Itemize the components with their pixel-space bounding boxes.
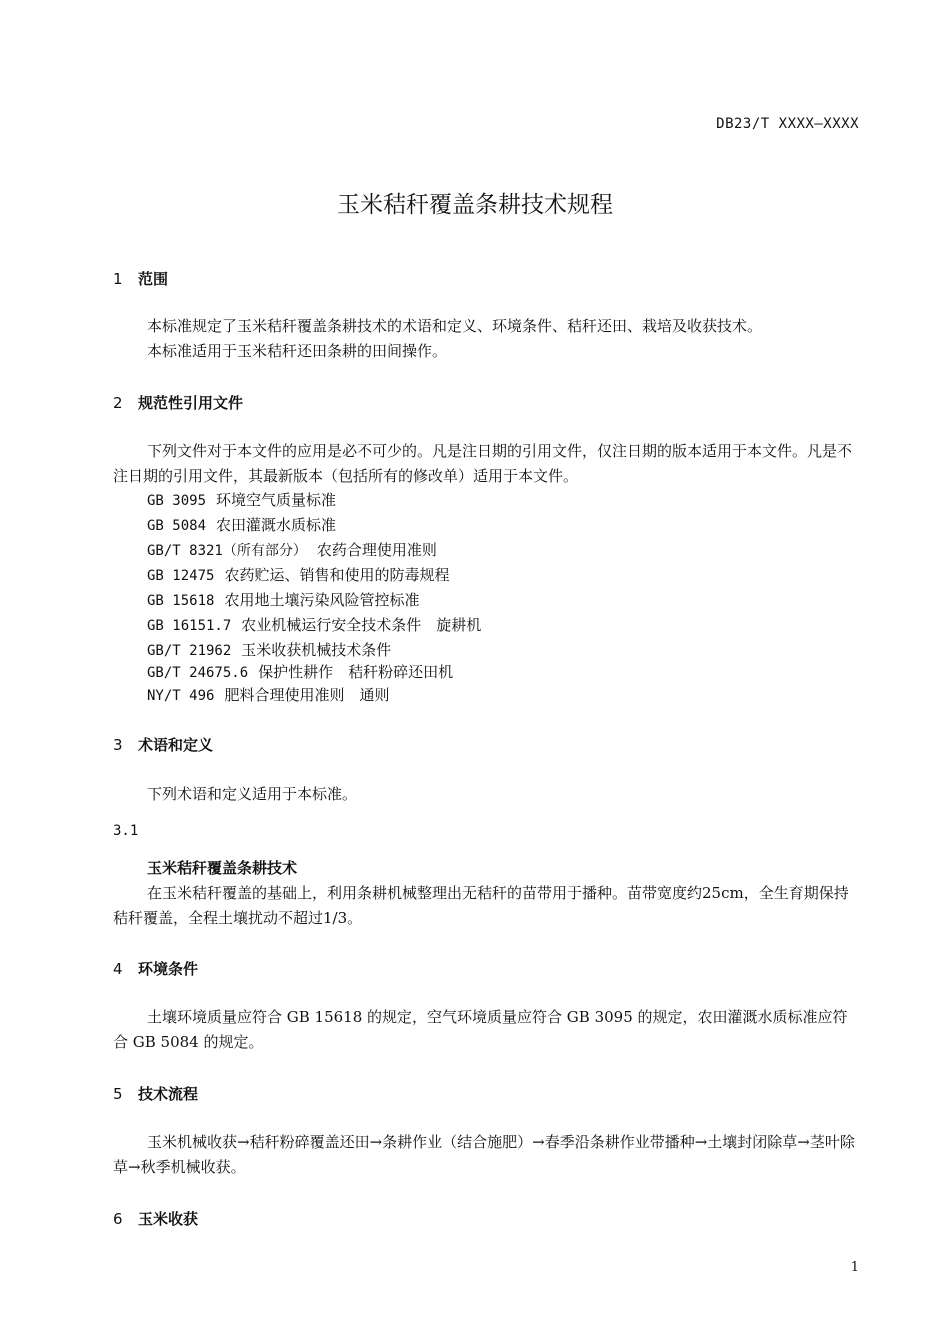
reference-code: GB 3095 — [147, 493, 207, 509]
reference-code: GB 15618 — [147, 593, 215, 609]
intro-text: 下列文件对于本文件的应用是必不可少的。凡是注日期的引用文件，仅注日期的版本适用于本文件。凡是不注日期的引用文件，其最新版本（包括所有的修改单）适用于本文件。 — [113, 442, 853, 485]
section-title: 技术流程 — [138, 1085, 199, 1103]
reference-name: 农药贮运、销售和使用的防毒规程 — [224, 566, 450, 584]
reference-code: GB 5084 — [147, 518, 207, 534]
environment-paragraph — [113, 1005, 860, 1055]
term-heading: 玉米秸秆覆盖条耕技术 — [147, 859, 298, 877]
normative-references-intro — [113, 439, 860, 489]
page-number: 1 — [850, 1260, 859, 1275]
section-number: 4 — [113, 960, 123, 978]
reference-code: GB 16151.7 — [147, 618, 232, 634]
reference-code: GB/T 21962 — [147, 643, 232, 659]
process-text: 玉米机械收获→秸秆粉碎覆盖还田→条耕作业（结合施肥）→春季沿条耕作业带播种→土壤封闭除草→茎叶除草→秋季机械收获。 — [113, 1133, 855, 1176]
reference-code: GB/T 8321（所有部分） — [147, 543, 307, 559]
document-title: 玉米秸秆覆盖条耕技术规程 — [337, 192, 613, 218]
reference-item — [147, 538, 437, 564]
section-title: 术语和定义 — [138, 736, 214, 754]
clause-number: 3.1 — [113, 823, 139, 839]
terms-intro: 下列术语和定义适用于本标准。 — [147, 785, 358, 803]
section-6-heading — [113, 1208, 198, 1229]
section-1-heading — [113, 268, 168, 289]
section-title: 环境条件 — [138, 960, 199, 978]
section-number: 1 — [113, 270, 123, 288]
reference-name: 农田灌溉水质标准 — [216, 516, 337, 534]
term-definition — [113, 881, 860, 931]
environment-text: 土壤环境质量应符合 GB 15618 的规定，空气环境质量应符合 GB 3095 的规定，农田灌溉水质标准应符合 GB 5084 的规定。 — [113, 1008, 848, 1051]
reference-item — [147, 488, 336, 514]
reference-item — [147, 513, 336, 539]
reference-name: 农用地土壤污染风险管控标准 — [224, 591, 420, 609]
section-number: 2 — [113, 394, 123, 412]
definition-text: 在玉米秸秆覆盖的基础上，利用条耕机械整理出无秸秆的苗带用于播种。苗带宽度约25cm，全生育期保持秸秆覆盖，全程土壤扰动不超过1/3。 — [113, 884, 849, 927]
reference-name: 保护性耕作 秸秆粉碎还田机 — [258, 663, 454, 681]
reference-name: 玉米收获机械技术条件 — [241, 641, 392, 659]
section-title: 规范性引用文件 — [138, 394, 244, 412]
reference-item — [147, 563, 449, 589]
reference-code: GB/T 24675.6 — [147, 665, 249, 681]
reference-item — [147, 683, 389, 709]
section-title: 玉米收获 — [138, 1210, 199, 1228]
section-number: 3 — [113, 736, 123, 754]
reference-name: 农药合理使用准则 — [316, 541, 437, 559]
section-title: 范围 — [138, 270, 169, 288]
section-number: 6 — [113, 1210, 123, 1228]
section-2-heading — [113, 392, 243, 413]
reference-name: 环境空气质量标准 — [216, 491, 337, 509]
reference-item — [147, 588, 419, 614]
section-number: 5 — [113, 1085, 123, 1103]
process-paragraph — [113, 1130, 860, 1180]
reference-name: 农业机械运行安全技术条件 旋耕机 — [241, 616, 482, 634]
section-5-heading — [113, 1083, 198, 1104]
standard-code: DB23/T XXXX—XXXX — [716, 116, 859, 132]
section-3-heading — [113, 734, 213, 755]
reference-item — [147, 613, 481, 639]
scope-paragraph-2: 本标准适用于玉米秸秆还田条耕的田间操作。 — [147, 342, 448, 360]
section-4-heading — [113, 958, 198, 979]
scope-paragraph-1: 本标准规定了玉米秸秆覆盖条耕技术的术语和定义、环境条件、秸秆还田、栽培及收获技术。 — [147, 317, 763, 335]
reference-code: GB 12475 — [147, 568, 215, 584]
reference-name: 肥料合理使用准则 通则 — [224, 686, 390, 704]
reference-code: NY/T 496 — [147, 688, 215, 704]
